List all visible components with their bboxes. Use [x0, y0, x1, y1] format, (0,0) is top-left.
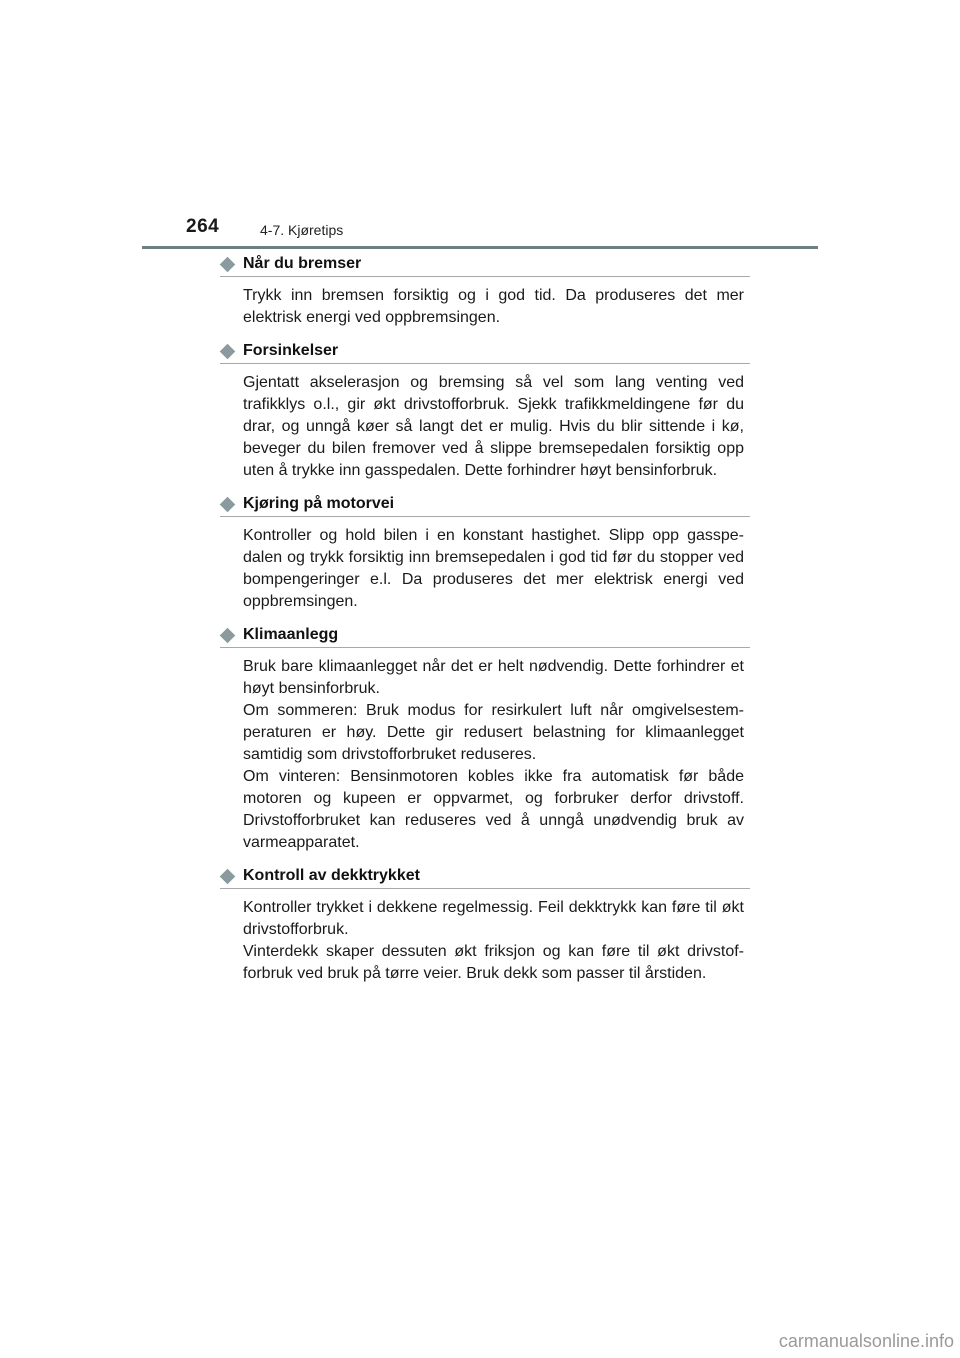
- paragraph: Vinterdekk skaper dessuten økt friksjon og kan føre til økt drivstof-forbruk ved bruk på tørre veier. Bruk dekk som passer til årstiden.: [243, 943, 744, 982]
- section-heading: [220, 339, 750, 364]
- page-number: 264: [186, 216, 220, 237]
- section-heading-text: Når du bremser: [243, 255, 362, 272]
- diamond-bullet-icon: [220, 868, 236, 884]
- paragraph: Trykk inn bremsen forsiktig og i god tid. Da produseres det mer elektrisk energi ved oppbremsingen.: [243, 287, 744, 326]
- paragraph: Kontroller trykket i dekkene regelmessig. Feil dekktrykk kan føre til økt drivstofforbruk.: [243, 899, 744, 938]
- paragraph: Bruk bare klimaanlegget når det er helt nødvendig. Dette forhindrer et høyt bensinforbruk.: [243, 658, 744, 697]
- section-heading-text: Kontroll av dekktrykket: [243, 867, 420, 884]
- watermark: carmanualsonline.info: [778, 1331, 954, 1351]
- page-content: [220, 252, 750, 995]
- paragraph: Om sommeren: Bruk modus for resirkulert luft når omgivelsestem-peraturen er høy. Dette gir redusert belastning for klimaanlegget samtidig som drivstofforbruket reduseres.: [243, 702, 744, 763]
- section-heading: [220, 623, 750, 648]
- section-highway: [220, 492, 750, 613]
- section-heading-text: Forsinkelser: [243, 342, 339, 359]
- section-air-conditioning: [220, 623, 750, 854]
- page-header: [142, 212, 818, 249]
- section-braking: [220, 252, 750, 329]
- diamond-bullet-icon: [220, 256, 236, 272]
- paragraph: Om vinteren: Bensinmotoren kobles ikke fra automatisk før både motoren og kupeen er oppvarmet, og forbruker derfor drivstoff. Drivstofforbruket kan reduseres ved å unngå unødvendig bruk av varmeapparatet.: [243, 768, 744, 851]
- paragraph: Gjentatt akselerasjon og bremsing så vel som lang venting ved trafikklys o.l., gir økt drivstofforbruk. Sjekk trafikkmeldingene før du drar, og unngå køer så langt det er mulig. Hvis du blir sittende i kø, beveger du bilen fremover ved å slippe bremsepedalen forsiktig opp uten å trykke inn gasspedalen. Dette forhindrer høyt bensinforbruk.: [243, 374, 744, 479]
- section-title: 4-7. Kjøretips: [260, 222, 344, 238]
- section-heading: [220, 252, 750, 277]
- diamond-bullet-icon: [220, 627, 236, 643]
- section-heading-text: Klimaanlegg: [243, 626, 339, 643]
- diamond-bullet-icon: [220, 343, 236, 359]
- section-heading-text: Kjøring på motorvei: [243, 495, 395, 512]
- section-tire-pressure: [220, 864, 750, 985]
- section-delays: [220, 339, 750, 482]
- diamond-bullet-icon: [220, 496, 236, 512]
- section-heading: [220, 492, 750, 517]
- section-heading: [220, 864, 750, 889]
- paragraph: Kontroller og hold bilen i en konstant hastighet. Slipp opp gasspe-dalen og trykk forsiktig inn bremsepedalen i god tid før du stopper ved bompengeringer e.l. Da produseres det mer elektrisk energi ved oppbremsingen.: [243, 527, 744, 610]
